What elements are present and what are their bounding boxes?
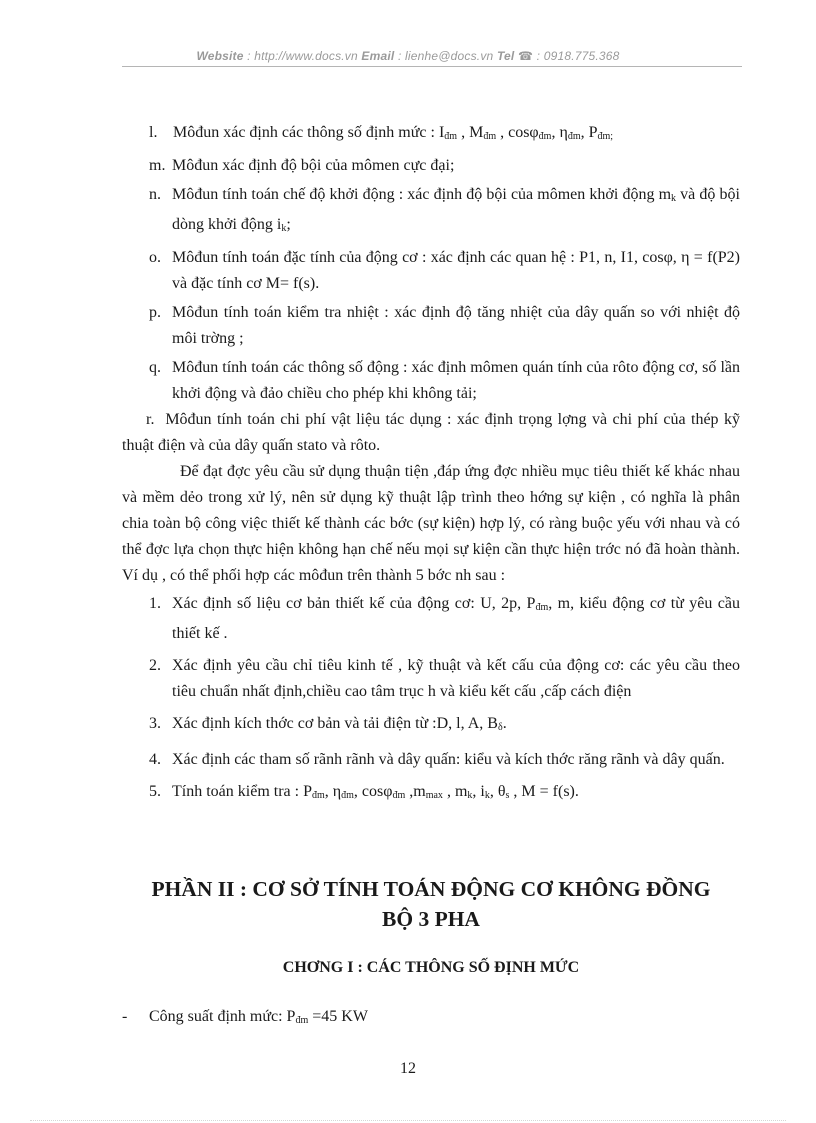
module-list <box>122 120 740 407</box>
step-item <box>122 653 740 705</box>
list-item-label: n. <box>149 186 161 203</box>
tel-label: Tel <box>496 49 515 63</box>
list-item <box>122 355 740 407</box>
list-item-text: Môđun xác định độ bội của mômen cực đại; <box>172 157 455 174</box>
step-label: 4. <box>149 751 161 768</box>
spec-line <box>122 1008 368 1026</box>
list-item-label: l. <box>149 124 158 141</box>
part-title-line2: BỘ 3 PHA <box>382 907 480 931</box>
list-item-text: Môđun tính toán chế độ khởi động : xác định độ bội của mômen khởi động $m_k$ và độ bội dòng khởi động $i_k$; <box>172 186 741 234</box>
steps-list <box>122 591 740 809</box>
list-item-r-text: r. Môđun tính toán chi phí vật liệu tác dụng : xác định trọng lợng và chi phí của thép kỹ thuật điện và của dây quấn stato và rôto. <box>122 411 740 454</box>
step-item <box>122 591 740 647</box>
list-item <box>122 182 740 242</box>
website-label: Website <box>196 49 244 63</box>
part-title <box>122 874 740 934</box>
tel-value: ☎ : 0918.775.368 <box>514 49 620 63</box>
chapter-title: CHƠNG I : CÁC THÔNG SỐ ĐỊNH MỨC <box>282 959 580 976</box>
footer-divider <box>30 1120 786 1121</box>
step-item <box>122 779 740 809</box>
list-item-label: r. <box>146 411 155 428</box>
list-item-label: m. <box>149 157 166 174</box>
email-value: : lienhe@docs.vn <box>394 49 497 63</box>
spec-text: Công suất định mức: P <box>149 1008 296 1025</box>
header-divider <box>122 66 742 67</box>
part-title-line1: PHẦN II : CƠ SỞ TÍNH TOÁN ĐỘNG CƠ KHÔNG ĐỒNG <box>151 877 711 901</box>
list-item-r <box>122 407 740 459</box>
step-text: Xác định các tham số rãnh rãnh và dây quấn: kiểu và kích thớc răng rãnh và dây quấn. <box>172 751 725 768</box>
step-label: 5. <box>149 783 161 800</box>
step-item <box>122 711 740 741</box>
page-header <box>0 49 816 63</box>
list-item <box>122 300 740 352</box>
step-text: Xác định yêu cầu chỉ tiêu kinh tế , kỹ thuật và kết cấu của động cơ: các yêu cầu theo tiêu chuẩn nhất định,chiều cao tâm trục h và kiểu kết cấu ,cấp cách điện <box>172 657 740 700</box>
step-label: 1. <box>149 595 161 612</box>
list-item-text: Môđun tính toán đặc tính của động cơ : xác định các quan hệ : P1, n, I1, cosφ, η = f(P2) và đặc tính cơ M= f(s). <box>172 249 740 292</box>
list-item-label: o. <box>149 249 161 266</box>
body-paragraph: Để đạt đợc yêu cầu sử dụng thuận tiện ,đáp ứng đợc nhiều mục tiêu thiết kế khác nhau và mềm dẻo trong xử lý, nên sử dụng kỹ thuật lập trình theo hớng sự kiện , có nghĩa là phân chia toàn bộ công việc thiết kế thành các bớc (sự kiện) hợp lý, có ràng buộc yếu với nhau và có thể đợc lựa chọn thực hiện không hạn chế nếu mọi sự kiện cần thực hiện trớc nó đã hoàn thành. Ví dụ , có thể phối hợp các môđun trên thành 5 bớc nh sau : <box>122 463 740 584</box>
website-value: : http://www.docs.vn <box>243 49 362 63</box>
page-number: 12 <box>400 1060 416 1077</box>
list-item <box>122 245 740 297</box>
email-label: Email <box>361 49 395 63</box>
step-label: 3. <box>149 715 161 732</box>
list-item-label: p. <box>149 304 161 321</box>
page-body <box>122 120 740 809</box>
list-item <box>122 120 740 150</box>
step-item <box>122 747 740 773</box>
list-item-text: Môđun tính toán các thông số động : xác định mômen quán tính của rôto động cơ, số lần khởi động và đảo chiều cho phép khi không tải; <box>172 359 740 402</box>
step-text: Xác định kích thớc cơ bản và tải điện từ :D, l, A, $B_\delta$. <box>172 715 507 733</box>
spec-value: =45 KW <box>308 1008 368 1025</box>
list-item-text: Môđun tính toán kiểm tra nhiệt : xác định độ tăng nhiệt của dây quấn so với nhiệt độ môi trờng ; <box>172 304 740 347</box>
spec-dash: - <box>122 1008 128 1025</box>
list-item-label: q. <box>149 359 161 376</box>
spec-subscript: đm <box>295 1015 309 1026</box>
step-text: Tính toán kiểm tra : $P_{đm}$, $\eta_{đm}$, cosφ$_{đm}$ $,m_{max}$ , $m_k$, $i_k$, $\theta_s$ , M = f(s). <box>172 783 579 801</box>
step-label: 2. <box>149 657 161 674</box>
list-item <box>122 153 740 179</box>
step-text: Xác định số liệu cơ bản thiết kế của động cơ: U, 2p, $P_{đm}$, m, kiểu động cơ từ yêu cầu thiết kế . <box>172 595 740 642</box>
list-item-text: Môđun xác định các thông số định mức : $I_{đm}$ , $M_{đm}$ , cosφ$_{đm}$, $\eta_{đm}$, $P_{đm;}$ <box>173 124 614 142</box>
